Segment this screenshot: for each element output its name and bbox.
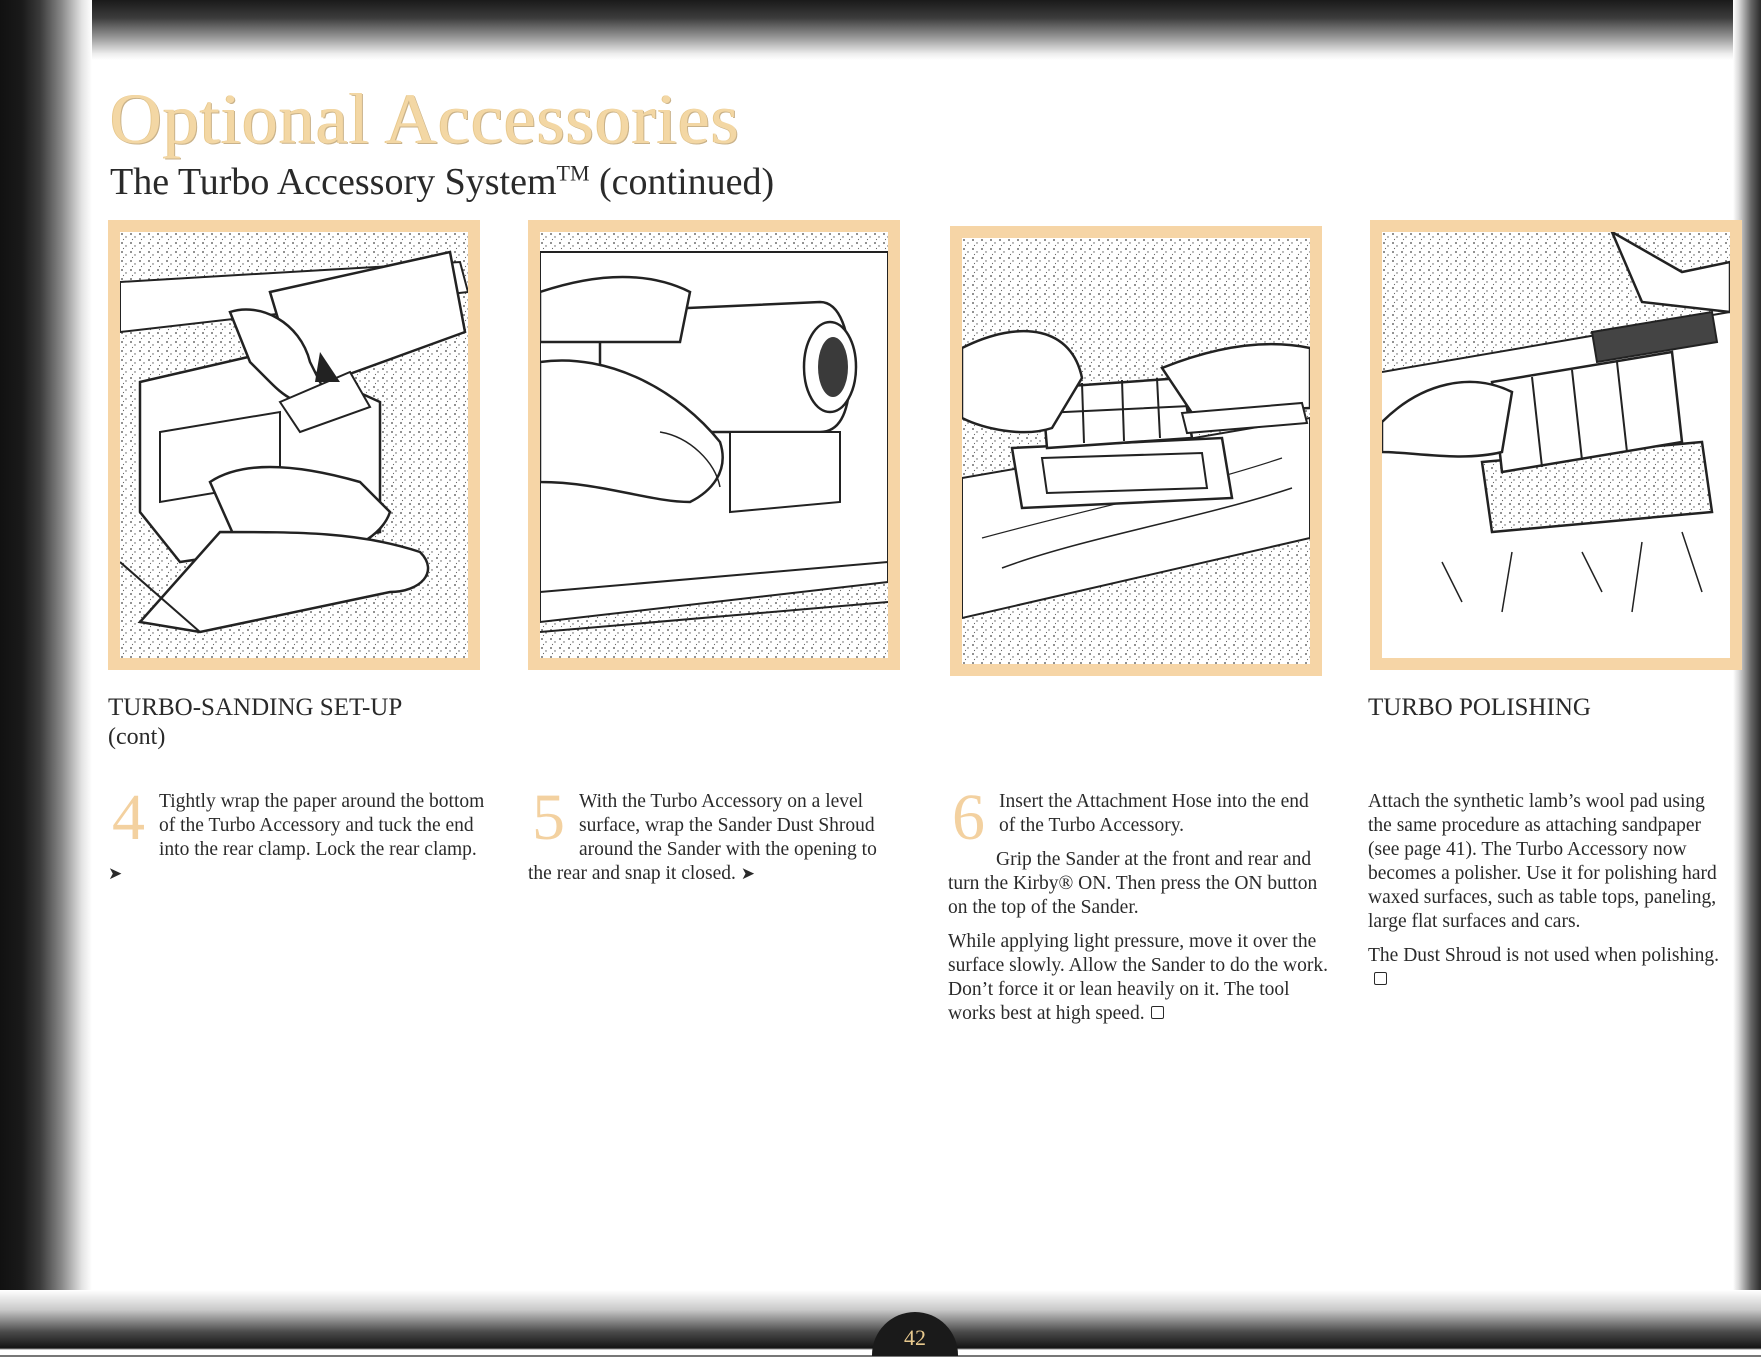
step-6-text-1: Insert the Attachment Hose into the end of the Turbo Accessory.	[999, 791, 1309, 836]
step-4	[108, 781, 488, 886]
illustration-dust-shroud	[540, 232, 888, 658]
continue-arrow-icon: ➤	[740, 864, 756, 884]
illustration-frame-wrap-paper	[108, 220, 480, 670]
polishing-heading: TURBO POLISHING	[1368, 694, 1591, 721]
step-6-intro	[948, 790, 1328, 842]
subtitle-text: The Turbo Accessory System	[110, 161, 557, 203]
end-box-icon	[1151, 1006, 1164, 1019]
illustration-frame-sanding	[950, 226, 1322, 676]
sanding-setup-heading: TURBO-SANDING SET-UP	[108, 694, 403, 721]
continue-arrow-icon: ➤	[108, 864, 123, 884]
sanding-setup-heading-cont: (cont)	[108, 724, 166, 750]
illustration-frame-dust-shroud	[528, 220, 900, 670]
step-5-text: With the Turbo Accessory on a level surface, wrap the Sander Dust Shroud around the Sander with the opening to the rear and snap it closed.	[528, 791, 877, 884]
step-5	[528, 781, 903, 886]
polishing-para-1: Attach the synthetic lamb’s wool pad using the same procedure as attaching sandpaper (see page 41). The Turbo Accessory now becomes a polisher. Use it for polishing hard waxed surfaces, such as table tops, paneling, large flat surfaces and cars.	[1368, 791, 1717, 932]
page-number-tab: 42	[872, 1312, 958, 1356]
step-4-text: Tightly wrap the paper around the bottom of the Turbo Accessory and tuck the end into the rear clamp. Lock the rear clamp.	[159, 791, 485, 860]
page-shadow-top	[0, 0, 1761, 60]
step-6-para-3	[948, 930, 1328, 1026]
end-box-icon	[1374, 972, 1387, 985]
page-subtitle	[110, 160, 774, 204]
page-title: Optional Accessories	[110, 79, 740, 159]
illustration-polishing	[1382, 232, 1730, 658]
page-shadow-right	[1733, 0, 1761, 1361]
step-6-text-3: While applying light pressure, move it over the surface slowly. Allow the Sander to do the work. Don’t force it or lean heavily on it. The tool works best at high speed.	[948, 931, 1328, 1024]
subtitle-tail: (continued)	[589, 161, 775, 203]
step-number-6: 6	[952, 790, 985, 842]
polishing-instructions	[1368, 790, 1733, 1002]
step-6	[948, 790, 1328, 1036]
illustration-frame-polishing	[1370, 220, 1742, 670]
step-number-5: 5	[532, 781, 565, 854]
step-number-4: 4	[112, 781, 145, 854]
polishing-para-2: The Dust Shroud is not used when polishing.	[1368, 945, 1719, 966]
trademark-mark: TM	[556, 160, 590, 186]
illustration-sanding	[962, 238, 1310, 664]
book-binding-shadow	[0, 0, 92, 1361]
polishing-para-2-wrap	[1368, 944, 1733, 992]
illustration-wrap-paper	[120, 232, 468, 658]
step-6-text-2: Grip the Sander at the front and rear and turn the Kirby® ON. Then press the ON button on the top of the Sander.	[948, 849, 1318, 918]
